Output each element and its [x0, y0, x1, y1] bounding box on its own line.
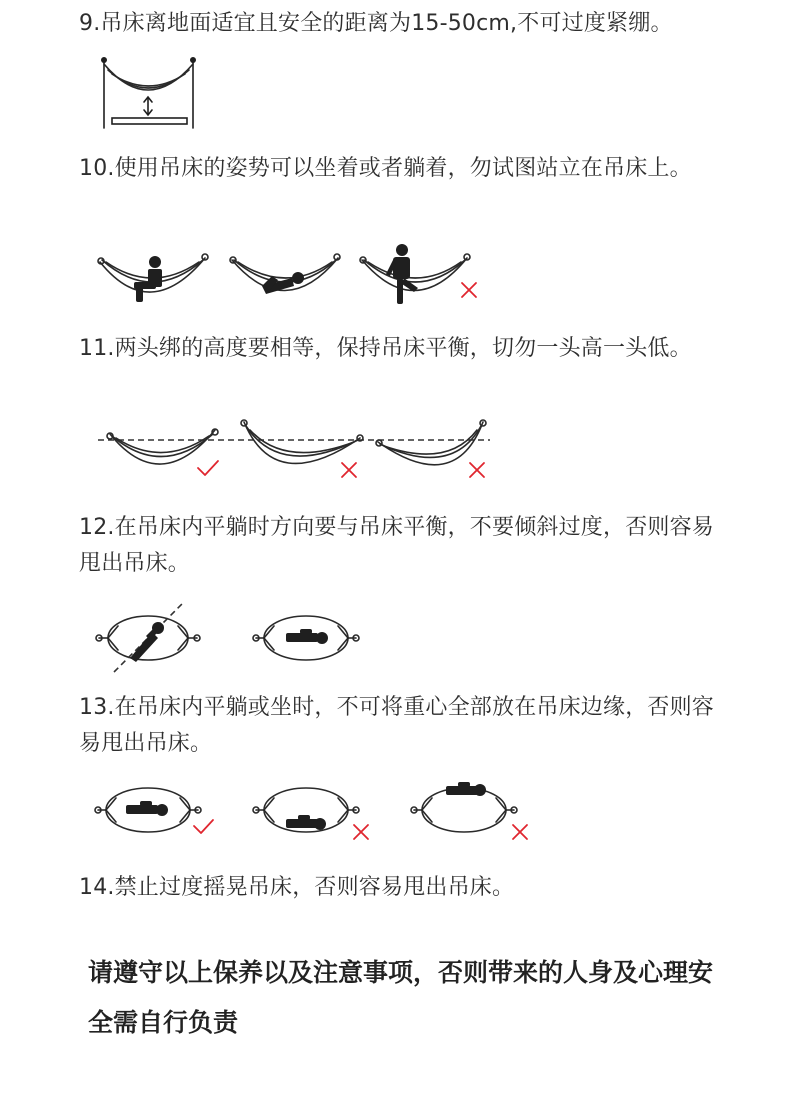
red-cross-icon	[462, 283, 476, 297]
safety-responsibility-warning: 请遵守以上保养以及注意事项，否则带来的人身及心理安全需自行负责	[88, 958, 714, 1037]
hammock-posture-illustration	[0, 238, 790, 308]
aligned-lying-hammock-icon	[253, 616, 359, 660]
diagonal-lying-hammock-icon	[96, 602, 200, 672]
red-checkmark-icon	[194, 820, 213, 833]
edge-top-lying-hammock-icon	[411, 782, 517, 832]
instruction-item-10: 10.使用吊床的姿势可以坐着或者躺着，勿试图站立在吊床上。	[79, 156, 692, 181]
instruction-item-9: 9.吊床离地面适宜且安全的距离为15-50cm,不可过度紧绷。	[79, 11, 673, 36]
red-cross-icon	[470, 463, 484, 477]
standing-person-hammock-icon	[360, 244, 470, 304]
hammock-direction-illustration	[0, 596, 790, 676]
hammock-balance-illustration	[0, 416, 790, 486]
level-hammock-icon	[107, 429, 218, 464]
red-cross-icon	[354, 825, 368, 839]
red-cross-icon	[513, 825, 527, 839]
hammock-height-illustration	[0, 50, 790, 135]
red-checkmark-icon	[198, 461, 218, 475]
instruction-item-11: 11.两头绑的高度要相等，保持吊床平衡，切勿一头高一头低。	[79, 336, 692, 361]
centered-lying-hammock-icon	[95, 788, 201, 832]
uneven-hammock-left-high-icon	[241, 420, 363, 463]
instruction-item-13: 13.在吊床内平躺或坐时，不可将重心全部放在吊床边缘，否则容易甩出吊床。	[79, 695, 714, 756]
instruction-item-14: 14.禁止过度摇晃吊床，否则容易甩出吊床。	[79, 875, 515, 900]
lying-person-hammock-icon	[230, 254, 340, 294]
hammock-ground-clearance-icon	[101, 57, 196, 128]
edge-bottom-lying-hammock-icon	[253, 788, 359, 832]
red-cross-icon	[342, 463, 356, 477]
sitting-person-hammock-icon	[98, 254, 208, 302]
instruction-item-12: 12.在吊床内平躺时方向要与吊床平衡，不要倾斜过度，否则容易甩出吊床。	[79, 515, 714, 576]
uneven-hammock-right-high-icon	[376, 420, 486, 465]
hammock-center-of-gravity-illustration	[0, 776, 790, 846]
